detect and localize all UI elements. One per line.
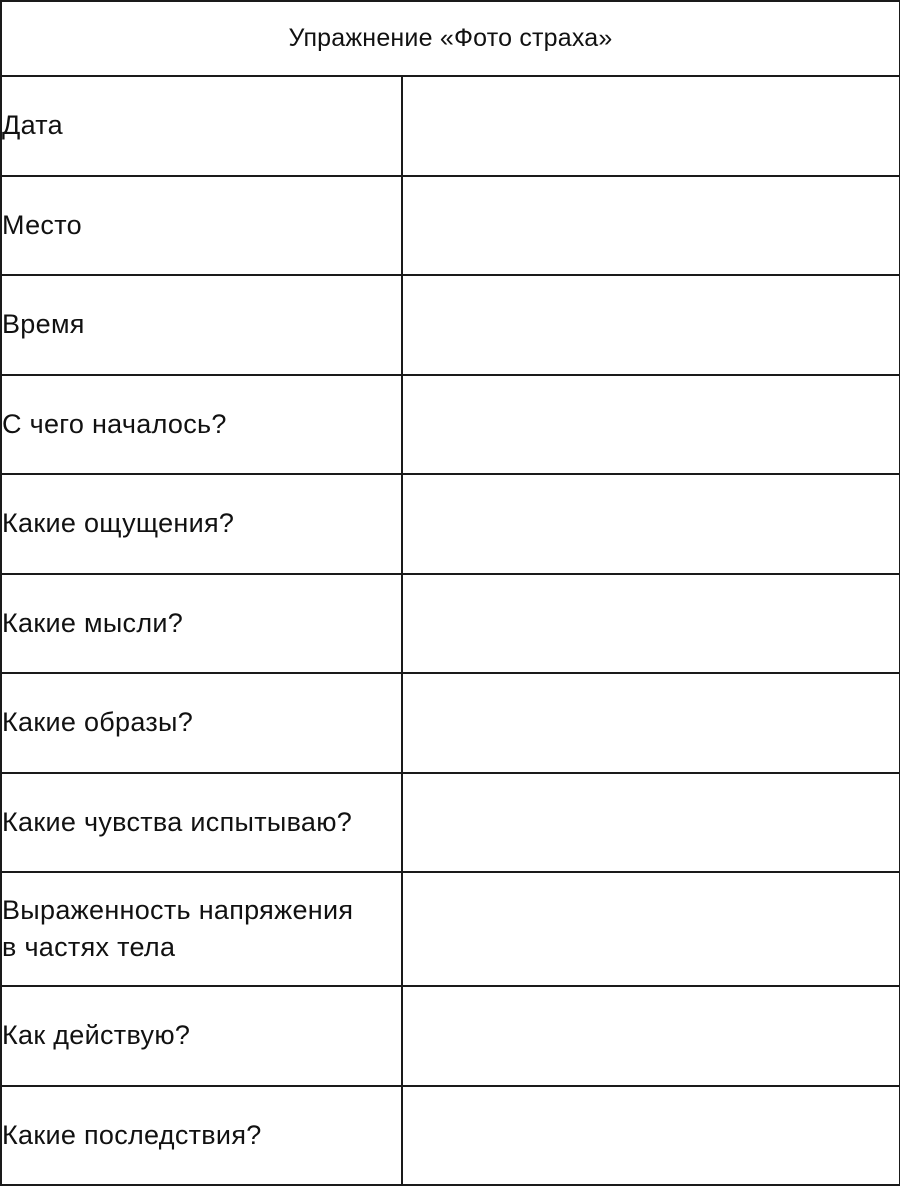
table-row-actions xyxy=(1,986,900,1086)
row-label-sensations: Какие ощущения? xyxy=(1,474,402,574)
row-label-place: Место xyxy=(1,176,402,276)
answer-cell-actions[interactable] xyxy=(402,986,900,1086)
table-row-consequences xyxy=(1,1086,900,1185)
row-label-tension-line2: в частях тела xyxy=(2,932,176,962)
row-label-start: С чего началось? xyxy=(1,375,402,475)
table-row-tension xyxy=(1,872,900,986)
table-row-images xyxy=(1,673,900,773)
table-row-place xyxy=(1,176,900,276)
answer-cell-date[interactable] xyxy=(402,76,900,176)
table-row-date xyxy=(1,76,900,176)
row-label-images: Какие образы? xyxy=(1,673,402,773)
row-label-tension-line1: Выраженность напряжения xyxy=(2,895,354,925)
answer-cell-thoughts[interactable] xyxy=(402,574,900,674)
answer-cell-tension[interactable] xyxy=(402,872,900,986)
table-row-thoughts xyxy=(1,574,900,674)
row-label-tension xyxy=(1,872,402,986)
answer-cell-feelings[interactable] xyxy=(402,773,900,873)
answer-cell-place[interactable] xyxy=(402,176,900,276)
answer-cell-time[interactable] xyxy=(402,275,900,375)
table-row-time xyxy=(1,275,900,375)
row-label-feelings: Какие чувства испытываю? xyxy=(1,773,402,873)
row-label-date: Дата xyxy=(1,76,402,176)
answer-cell-consequences[interactable] xyxy=(402,1086,900,1185)
answer-cell-sensations[interactable] xyxy=(402,474,900,574)
row-label-time: Время xyxy=(1,275,402,375)
row-label-consequences: Какие последствия? xyxy=(1,1086,402,1185)
row-label-thoughts: Какие мысли? xyxy=(1,574,402,674)
answer-cell-images[interactable] xyxy=(402,673,900,773)
row-label-actions: Как действую? xyxy=(1,986,402,1086)
table-row-start xyxy=(1,375,900,475)
answer-cell-start[interactable] xyxy=(402,375,900,475)
table-row-feelings xyxy=(1,773,900,873)
table-row-sensations xyxy=(1,474,900,574)
table-title: Упражнение «Фото страха» xyxy=(1,1,900,76)
